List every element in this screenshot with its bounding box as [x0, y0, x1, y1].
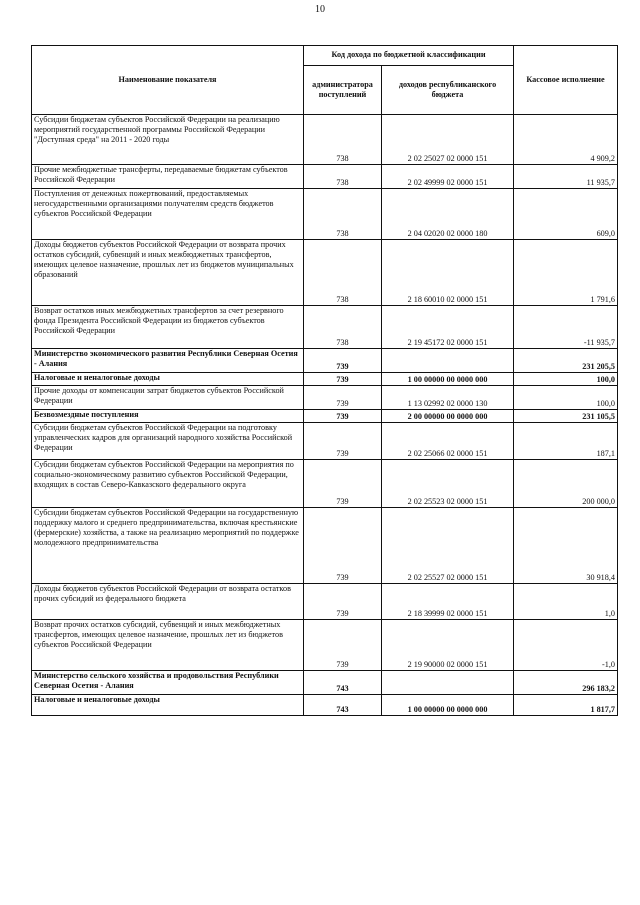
cell-code: 1 00 00000 00 0000 000 — [382, 373, 514, 386]
cell-code: 2 18 60010 02 0000 151 — [382, 240, 514, 306]
cell-code: 2 19 45172 02 0000 151 — [382, 306, 514, 349]
cell-admin: 738 — [304, 306, 382, 349]
table-row — [32, 349, 618, 373]
table-row — [32, 373, 618, 386]
table-row — [32, 240, 618, 306]
cell-admin: 739 — [304, 349, 382, 373]
cell-admin: 739 — [304, 373, 382, 386]
cell-amount: 231 105,5 — [514, 410, 618, 423]
cell-amount: 1 817,7 — [514, 695, 618, 716]
table-row — [32, 386, 618, 410]
cell-admin: 739 — [304, 410, 382, 423]
header-name: Наименование показателя — [32, 46, 304, 115]
cell-admin: 738 — [304, 189, 382, 240]
cell-admin: 739 — [304, 386, 382, 410]
cell-name: Субсидии бюджетам субъектов Российской Федерации на мероприятия по социально-экономическому развитию субъектов Российской Федерации, входящих в состав Северо-Кавказского федерального округа — [32, 460, 304, 508]
cell-name: Субсидии бюджетам субъектов Российской Федерации на подготовку управленческих кадров для организаций народного хозяйства Российской Федерации — [32, 423, 304, 460]
cell-admin: 743 — [304, 695, 382, 716]
cell-name: Доходы бюджетов субъектов Российской Федерации от возврата остатков прочих субсидий из федерального бюджета — [32, 584, 304, 620]
table-body — [32, 115, 618, 716]
cell-amount: 1 791,6 — [514, 240, 618, 306]
cell-admin: 739 — [304, 620, 382, 671]
cell-amount: 187,1 — [514, 423, 618, 460]
table-row — [32, 165, 618, 189]
table-row — [32, 671, 618, 695]
header-admin: администратора поступлений — [304, 65, 382, 114]
cell-amount: 100,0 — [514, 373, 618, 386]
cell-amount: -1,0 — [514, 620, 618, 671]
cell-amount: 609,0 — [514, 189, 618, 240]
cell-code: 2 18 39999 02 0000 151 — [382, 584, 514, 620]
table-row — [32, 423, 618, 460]
cell-admin: 743 — [304, 671, 382, 695]
table-row — [32, 620, 618, 671]
table-row — [32, 189, 618, 240]
cell-name: Поступления от денежных пожертвований, предоставляемых негосударственными организациями получателям средств бюджетов субъектов Российской Федерации — [32, 189, 304, 240]
cell-code: 1 00 00000 00 0000 000 — [382, 695, 514, 716]
cell-amount: 30 918,4 — [514, 508, 618, 584]
cell-admin: 738 — [304, 165, 382, 189]
cell-name: Прочие межбюджетные трансферты, передаваемые бюджетам субъектов Российской Федерации — [32, 165, 304, 189]
cell-admin: 739 — [304, 423, 382, 460]
cell-code: 2 02 49999 02 0000 151 — [382, 165, 514, 189]
header-execution: Кассовое исполнение — [514, 46, 618, 115]
cell-amount: 231 205,5 — [514, 349, 618, 373]
cell-name: Доходы бюджетов субъектов Российской Федерации от возврата прочих остатков субсидий, субвенций и иных межбюджетных трансфертов, имеющих целевое назначение, прошлых лет из бюджетов муниципальных образований — [32, 240, 304, 306]
cell-admin: 738 — [304, 240, 382, 306]
cell-code: 2 02 25523 02 0000 151 — [382, 460, 514, 508]
table-row — [32, 584, 618, 620]
cell-name: Прочие доходы от компенсации затрат бюджетов субъектов Российской Федерации — [32, 386, 304, 410]
cell-code: 2 04 02020 02 0000 180 — [382, 189, 514, 240]
cell-amount: 11 935,7 — [514, 165, 618, 189]
cell-code: 1 13 02992 02 0000 130 — [382, 386, 514, 410]
header-code-group: Код дохода по бюджетной классификации — [304, 46, 514, 66]
table-row — [32, 306, 618, 349]
cell-amount: 1,0 — [514, 584, 618, 620]
cell-amount: -11 935,7 — [514, 306, 618, 349]
cell-amount: 200 000,0 — [514, 460, 618, 508]
cell-amount: 100,0 — [514, 386, 618, 410]
cell-name: Возврат прочих остатков субсидий, субвенций и иных межбюджетных трансфертов, имеющих целевое назначение, прошлых лет из бюджетов субъектов Российской Федерации — [32, 620, 304, 671]
cell-code: 2 19 90000 02 0000 151 — [382, 620, 514, 671]
cell-code — [382, 349, 514, 373]
cell-code: 2 00 00000 00 0000 000 — [382, 410, 514, 423]
table-row — [32, 115, 618, 165]
cell-name: Министерство сельского хозяйства и продовольствия Республики Северная Осетия - Алания — [32, 671, 304, 695]
table-row — [32, 508, 618, 584]
budget-table — [31, 45, 618, 716]
cell-name: Субсидии бюджетам субъектов Российской Федерации на государственную поддержку малого и среднего предпринимательства, включая крестьянские (фермерские) хозяйства, а также на реализацию мероприятий по поддержке молодежного предпринимательства — [32, 508, 304, 584]
cell-code: 2 02 25027 02 0000 151 — [382, 115, 514, 165]
cell-name: Субсидии бюджетам субъектов Российской Федерации на реализацию мероприятий государственной программы Российской Федерации "Доступная среда" на 2011 - 2020 годы — [32, 115, 304, 165]
cell-admin: 739 — [304, 460, 382, 508]
cell-admin: 739 — [304, 584, 382, 620]
cell-code: 2 02 25066 02 0000 151 — [382, 423, 514, 460]
table-row — [32, 460, 618, 508]
table-row — [32, 695, 618, 716]
cell-name: Налоговые и неналоговые доходы — [32, 373, 304, 386]
cell-name: Налоговые и неналоговые доходы — [32, 695, 304, 716]
cell-code: 2 02 25527 02 0000 151 — [382, 508, 514, 584]
cell-name: Возврат остатков иных межбюджетных трансфертов за счет резервного фонда Президента Российской Федерации из бюджетов субъектов Российской Федерации — [32, 306, 304, 349]
cell-name: Безвозмездные поступления — [32, 410, 304, 423]
page-number: 10 — [315, 4, 325, 15]
cell-admin: 739 — [304, 508, 382, 584]
header-income: доходов республиканского бюджета — [382, 65, 514, 114]
cell-amount: 296 183,2 — [514, 671, 618, 695]
table-row — [32, 410, 618, 423]
cell-name: Министерство экономического развития Республики Северная Осетия - Алания — [32, 349, 304, 373]
cell-admin: 738 — [304, 115, 382, 165]
cell-code — [382, 671, 514, 695]
cell-amount: 4 909,2 — [514, 115, 618, 165]
